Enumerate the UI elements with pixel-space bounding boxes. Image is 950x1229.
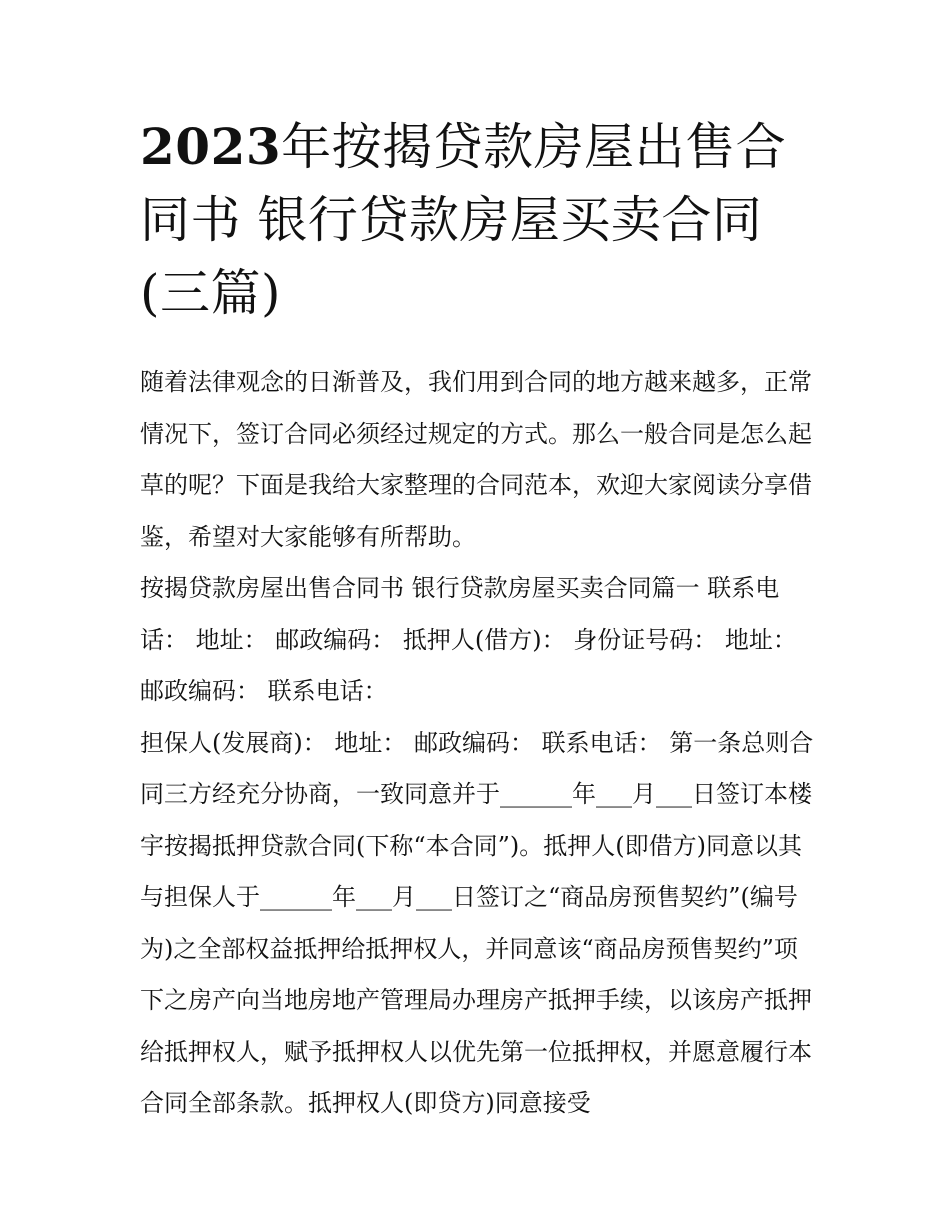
document-body <box>140 357 815 1130</box>
title-text: 年按揭贷款房屋出售合同书 银行贷款房屋买卖合同(三篇) <box>140 118 787 322</box>
contract-party-paragraph: 按揭贷款房屋出售合同书 银行贷款房屋买卖合同篇一 联系电话： 地址： 邮政编码： 抵押人(借方)： 身份证号码： 地址： 邮政编码： 联系电话： <box>140 574 797 705</box>
title-year: 2023 <box>140 117 282 176</box>
contract-terms-paragraph: 担保人(发展商)： 地址： 邮政编码： 联系电话： 第一条总则合同三方经充分协商，一致同意并于______年___月___日签订本楼宇按揭抵押贷款合同(下称“本合同”)。抵押人(即借方)同意以其与担保人于______年___月___日签订之“商品房预售契约”(编号为)之全部权益抵押给抵押权人，并同意该“商品房预售契约”项下之房产向当地房地产管理局办理房产抵押手续，以该房产抵押给抵押权人，赋予抵押权人以优先第一位抵押权，并愿意履行本合同全部条款。抵押权人(即贷方)同意接受 <box>140 728 814 1117</box>
document-title <box>140 110 820 330</box>
intro-paragraph: 随着法律观念的日渐普及，我们用到合同的地方越来越多，正常情况下，签订合同必须经过规定的方式。那么一般合同是怎么起草的呢？下面是我给大家整理的合同范本，欢迎大家阅读分享借鉴，希望对大家能够有所帮助。 <box>140 368 812 551</box>
